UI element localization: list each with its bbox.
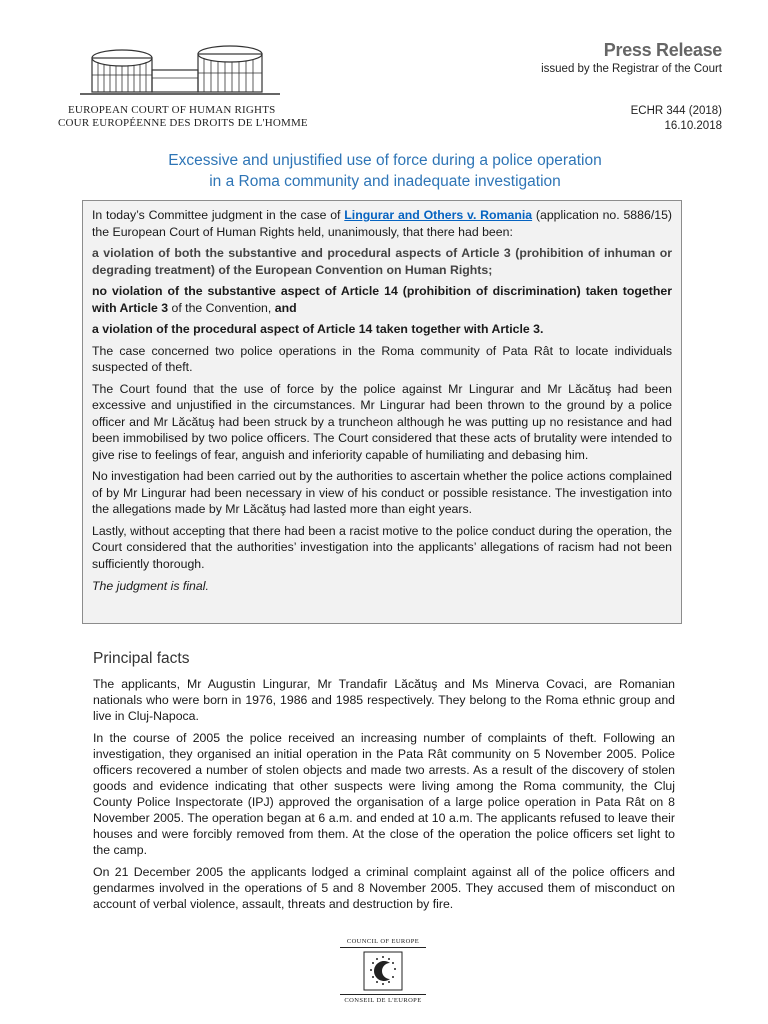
intro-before-link: In today’s Committee judgment in the case of — [92, 208, 345, 222]
headline-line-2: in a Roma community and inadequate investigation — [209, 173, 561, 190]
council-of-europe-logo — [340, 938, 426, 1004]
facts-para-3: On 21 December 2005 the applicants lodged a criminal complaint against all of the police officers and gendarmes involved in the operations of 5 and 8 November 2005. They accused them of misconduct on account of verbal violence, assault, threats and destruction by fire. — [93, 865, 675, 911]
coe-stars-icon — [363, 951, 403, 991]
finding-2-and: and — [274, 300, 297, 315]
summary-para-2: The Court found that the use of force by the police against Mr Lingurar and Mr Lăcătuş had been excessive and unjustified in the circumstances. Mr Lingurar had been thrown to the ground by a police officer and Mr Lăcătuş had been struck by a truncheon although he was putting up no resistance and had been immobilised by two police officers. The Court considered that these acts of brutality were intended to give rise to feelings of fear, anguish and inferiority capable of humiliating and debasing him. — [92, 381, 672, 462]
reference-block — [631, 104, 722, 134]
summary-para-1: The case concerned two police operations in the Roma community of Pata Rât to locate individuals suspected of theft. — [92, 343, 672, 374]
facts-para-2: In the course of 2005 the police received an increasing number of complaints of theft. Following an investigation, they organised an initial operation in the Pata Rât community on 5 November 2005. Police officers recovered a number of stolen objects and made two arrests. As a result of the discovery of stolen goods and evidence indicating that other suspects were living among the Roma community, the Cluj County Police Inspectorate (IPJ) approved the organisation of a large police operation in Pata Rât on 8 November 2005. The operation began at 6 a.m. and ended at 10 a.m. The applicants refused to leave their houses and were forcibly removed from them. At the close of the operation the police officers set light to the camp. — [93, 731, 675, 857]
summary-para-3: No investigation had been carried out by the authorities to ascertain whether the police actions complained of by Mr Lingurar had been necessary in view of his conduct or possible resistance. The investigation into the allegations made by Mr Lăcătuş had lasted more than eight years. — [92, 469, 672, 516]
facts-para-1: The applicants, Mr Augustin Lingurar, Mr Trandafir Lăcătuş and Ms Minerva Covaci, are Romanian nationals who were born in 1976, 1986 and 1985 respectively. They belong to the Roma ethnic group and live in Cluj-Napoca. — [93, 677, 675, 723]
intro-after-link: (application no. 5886/15) the European Court of Human Rights held, unanimously, that there had been: — [92, 208, 673, 239]
issued-by: issued by the Registrar of the Court — [541, 63, 722, 75]
case-link[interactable]: Lingurar and Others v. Romania — [344, 208, 533, 222]
press-release-title: Press Release — [603, 40, 722, 60]
press-release-block — [541, 40, 722, 75]
finding-3: a violation of the procedural aspect of Article 14 taken together with Article 3. — [92, 322, 544, 336]
coe-name-en: COUNCIL OF EUROPE — [340, 938, 426, 948]
final-note: The judgment is final. — [92, 579, 209, 593]
principal-facts-body — [93, 676, 675, 918]
release-date: 16.10.2018 — [664, 120, 722, 132]
finding-2-plain: of the Convention, — [168, 300, 275, 315]
reference-number: ECHR 344 (2018) — [630, 105, 722, 117]
court-name-en: EUROPEAN COURT OF HUMAN RIGHTS — [68, 104, 276, 116]
finding-2 — [92, 283, 672, 316]
headline-line-1: Excessive and unjustified use of force during a police operation — [168, 152, 602, 169]
court-name-fr: COUR EUROPÉENNE DES DROITS DE L'HOMME — [58, 117, 308, 129]
summary-para-4: Lastly, without accepting that there had been a racist motive to the police conduct during the operation, the Court considered that the authorities’ investigation into the applicants’ allegations of racism had not been sufficiently thorough. — [92, 523, 672, 571]
finding-1: a violation of both the substantive and procedural aspects of Article 3 (prohibition of inhuman or degrading treatment) of the European Convention on Human Rights; — [92, 246, 672, 277]
headline — [80, 150, 690, 192]
court-building-icon — [80, 42, 280, 102]
principal-facts-title: Principal facts — [93, 650, 190, 667]
summary-box — [82, 200, 682, 624]
coe-name-fr: CONSEIL DE L'EUROPE — [340, 994, 426, 1004]
finding-2-bold: no violation of the substantive aspect of Article 14 (prohibition of discrimination) taken together with Article 3 — [92, 284, 672, 315]
summary-intro — [92, 207, 672, 240]
court-logo — [58, 42, 308, 130]
